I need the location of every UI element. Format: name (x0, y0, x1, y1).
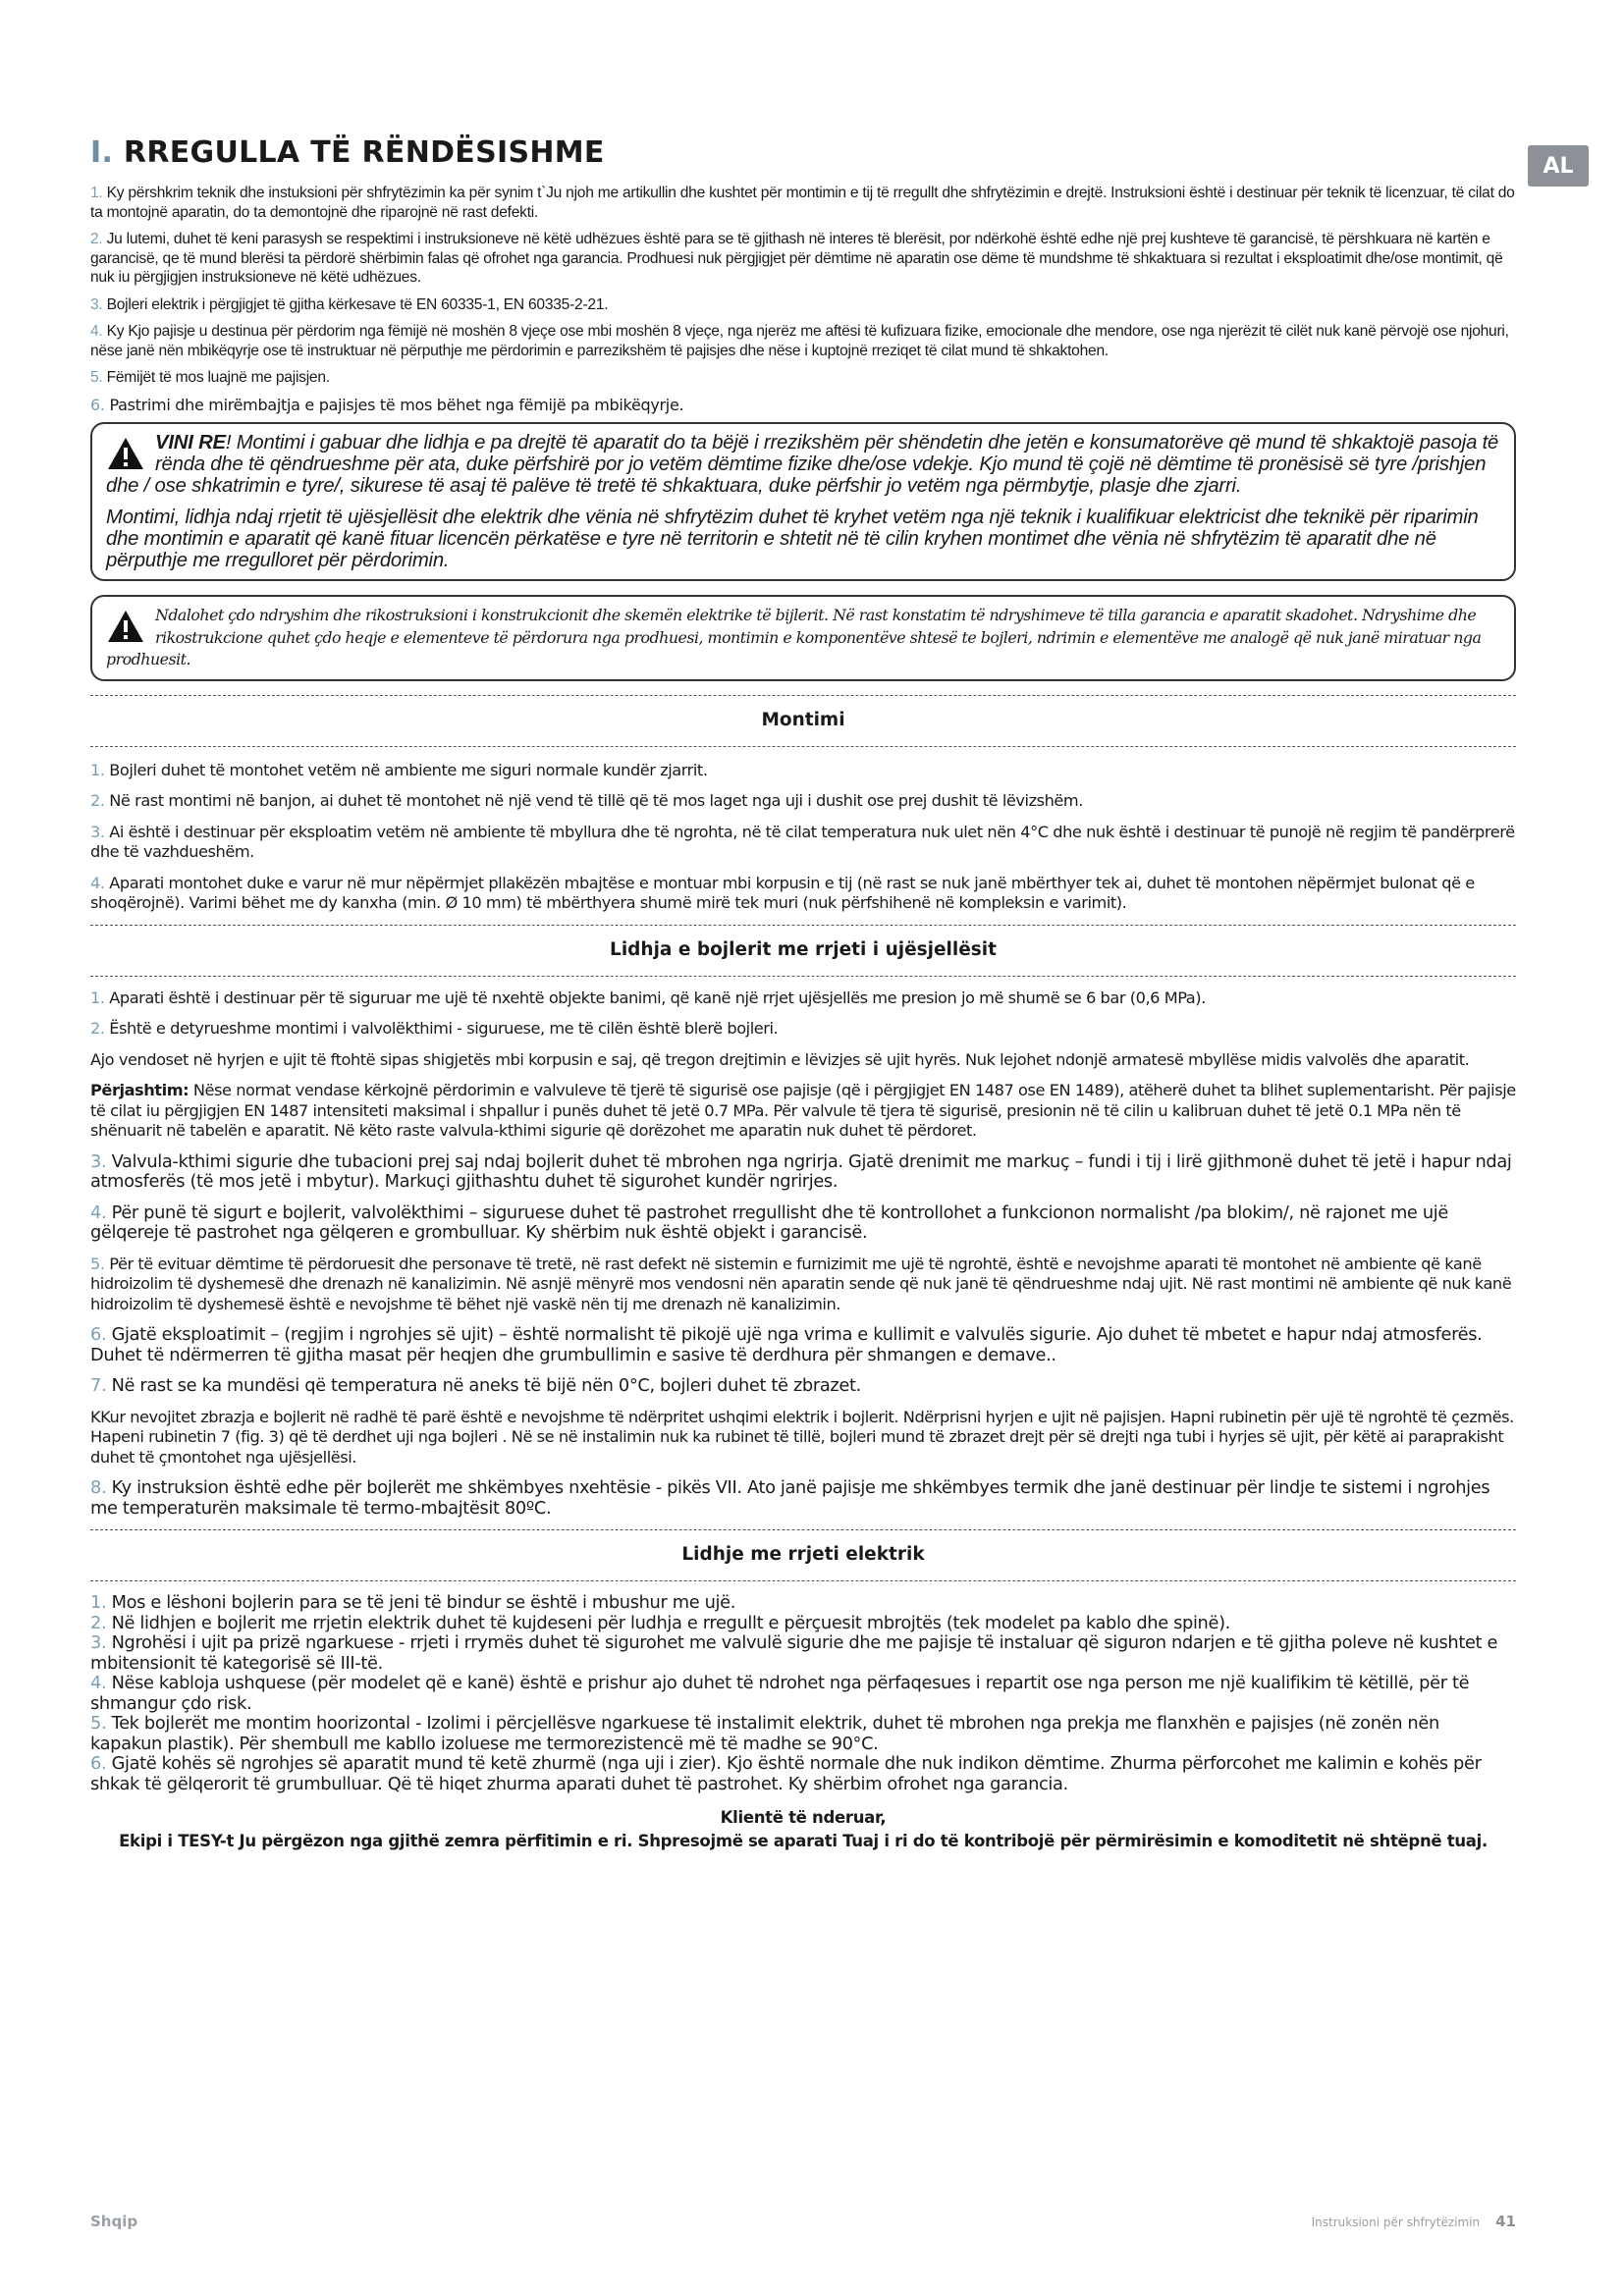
section-number: I. (90, 135, 114, 170)
list-item: Përjashtim: Nëse normat vendase kërkojnë përdorimin e valvuleve të tjerë të sigurisë ose pajisje (që i përgjigjet EN 1487 ose EN 1489), atëherë duhet ta blihet suplementarisht. Për pajisje të cilat iu përgjigjen EN 1487 intensiteti maksimal i shpallur i punës duhet të jetë 0.7 MPa. Për valvule të tjera të sigurisë, presionin në të cilin u kalibruan duhet të jetë 0.1 MPa nën të shënuarit në tabelën e aparatit. Në këto raste valvula-kthimi sigurie që dorëzohet me aparatin nuk duhet të përdoret. (90, 1081, 1516, 1140)
warning-box-installation (90, 422, 1516, 581)
section-title: RREGULLA TË RËNDËSISHME (123, 135, 605, 170)
footer-right (1312, 2213, 1516, 2230)
list-item: 3. Valvula-kthimi sigurie dhe tubacioni prej saj ndaj bojlerit duhet të mbrohen nga ngrirja. Gjatë drenimit me markuç – fundi i tij i lirë gjithmonë duhet të jetë i hapur ndaj atmosferës (të mos jetë i mbytur). Markuçi gjithashtu duhet të sigurohet kundër ngrirjes. (90, 1150, 1512, 1192)
section-heading-ujesjelles: Lidhja e bojlerit me rrjeti i ujësjellësit (610, 938, 997, 960)
list-item: 7. Në rast se ka mundësi që temperatura në aneks të bijë nën 0°C, bojleri duhet të zbrazet. (90, 1375, 861, 1396)
list-item: Ajo vendoset në hyrjen e ujit të ftohtë sipas shigjetës mbi korpusin e saj, që tregon drejtimin e lëvizjes së ujit hyrës. Nuk lejohet ndonjë armatesë mbyllëse midis valvolës dhe aparatit. (90, 1049, 1470, 1069)
list-item: KKur nevojitet zbrazja e bojlerit në radhë të parë është e nevojshme të ndërpritet ushqimi elektrik i bojlerit. Ndërprisni hyrjen e ujit në pajisjen. Hapni rubinetin për ujë të ngrohtë të çezmës. Hapeni rubinetin 7 (fig. 3) që të derdhet uji nga bojleri . Në se në instalimin nuk ka rubinet të tillë, bojleri mund të zbrazet drejt për së drejti nga tubi i hyrjes së ujit, për këtë ai paraprakisht duhet të çmontohet nga ujësjellësi. (90, 1407, 1514, 1467)
footer-language: Shqip (90, 2213, 138, 2230)
elektrik-list (90, 1593, 1516, 1794)
warning-triangle-icon (106, 609, 145, 644)
warning-box-modifications (90, 595, 1516, 681)
ujesjelles-list (90, 988, 1516, 1520)
page-title (90, 135, 1516, 170)
closing-text: Ekipi i TESY-t Ju përgëzon nga gjithë zemra përfitimin e ri. Shpresojmë se aparati Tuaj i ri do të kontribojë për përmirësimin e komoditetit në shtëpnë tuaj. (119, 1832, 1488, 1850)
divider (90, 1580, 1516, 1581)
list-item: 1. Aparati është i destinuar për të siguruar me ujë të nxehtë objekte banimi, që kanë një rrjet ujësjellës me presion jo më shumë se 6 bar (0,6 MPa). (90, 988, 1206, 1007)
list-item: 4. Nëse kabloja ushquese (për modelet që e kanë) është e prishur ajo duhet të ndrohet nga përfaqesues i repartit ose nga person me një kualifikim të këtillë, për të shmangur çdo risk. (90, 1673, 1470, 1714)
closing-greeting: Klientë të nderuar, (720, 1808, 887, 1827)
rule-item: 6. Pastrimi dhe mirëmbajtja e pajisjes të mos bëhet nga fëmijë pa mbikëqyrje. (90, 395, 684, 414)
warning-text: VINI RE! Montimi i gabuar dhe lidhja e pa drejtë të aparatit do ta bëjë i rrezikshëm për shëndetin dhe jetën e konsumatorëve që mund të shkaktojë pasoja të rënda dhe të qëndrueshme për ata, duke përfshirë por jo vetëm dëmtime fizike dhe/ose vdekje. Kjo mund të çojë në dëmtime të pronësisë së tyre /prishjen dhe / ose shkatrimin e tyre/, sikurese të asaj të palëve të tretë të shkaktuara, duke përfshir jo vetëm nga përmbytje, plasje dhe zjarri. (106, 432, 1499, 497)
montimi-list (90, 761, 1516, 914)
list-item: 1. Bojleri duhet të montohet vetëm në ambiente me siguri normale kundër zjarrit. (90, 760, 708, 779)
list-item: 2. Në rast montimi në banjon, ai duhet të montohet në një vend të tillë që të mos laget nga uji i dushit ose prej dushit të lëvizshëm. (90, 791, 1083, 810)
intro-rules (90, 184, 1516, 414)
list-item: 3. Ngrohësi i ujit pa prizë ngarkuese - rrjeti i rrymës duhet të sigurohet me valvulë sigurie dhe me pajisje të instaluar që siguron ndarjen e të gjitha poleve në kushtet e mbitensionit të kategorisë së III-të. (90, 1632, 1498, 1674)
list-item: 2. Është e detyrueshme montimi i valvolëkthimi - siguruese, me të cilën është blerë bojleri. (90, 1019, 779, 1038)
section-heading-montimi: Montimi (761, 709, 845, 730)
list-item: 1. Mos e lëshoni bojlerin para se të jeni të bindur se është i mbushur me ujë. (90, 1592, 735, 1613)
language-badge: AL (1528, 145, 1589, 187)
section-heading-elektrik: Lidhje me rrjeti elektrik (681, 1544, 925, 1565)
closing-message (90, 1806, 1516, 1853)
list-item: 2. Në lidhjen e bojlerit me rrjetin elektrik duhet të kujdeseni për ludhja e rregullt e përçuesit mbrojtës (tek modelet pa kablo dhe spinë). (90, 1612, 1230, 1633)
rule-item: 5. Fëmijët të mos luajnë me pajisjen. (90, 369, 330, 386)
rule-item: 4. Ky Kjo pajisje u destinua për përdorim nga fëmijë në moshën 8 vjeçe ose mbi moshën 8 vjeçe, nga njerëz me aftësi të kufizuara fizike, emocionale dhe mendore, ose nga njerëzit të cilët nuk kanë përvojë ose njohuri, nëse janë nën mbikëqyrje ose të instruktuar në përputhje me përdorimin e parrezikshëm të pajisjes dhe nëse i kuptojnë rreziqet të cilat mund të shkaktohen. (90, 323, 1509, 359)
warning-triangle-icon (106, 436, 145, 471)
divider (90, 746, 1516, 747)
rule-item: 2. Ju lutemi, duhet të keni parasysh se respektimi i instruksioneve në këtë udhëzues është para se të gjithash në interes të blerësit, por ndërkohë është edhe një prej kushteve të garancisë, të përshkuara në kartën e garancisë, qe të mund blerësi ta përdorë shërbimin falas që ofrohet nga garancia. Prodhuesi nuk përgjigjet për dëmtime në aparatin ose dëme të mundshme të shkaktuara si rezultat i eksploatimit dhe/ose montimit, që nuk iu përgjigjen instruksioneve në këtë udhëzues. (90, 231, 1503, 286)
list-item: 8. Ky instruksion është edhe për bojlerët me shkëmbyes nxehtësie - pikës VII. Ato janë pajisje me shkëmbyes termik dhe janë destinuar për lindje te sistemi i ngrohjes me temperaturën maksimale të termo-mbajtësit 80ºC. (90, 1477, 1490, 1519)
list-item: 5. Për të evituar dëmtime të përdoruesit dhe personave të tretë, në rast defekt në sistemin e furnizimit me ujë të ngrohtë, është e nevojshme aparati të montohet në ambiente që kanë hidroizolim të dyshemesë dhe drenazh në kanalizimin. Në asnjë mënyrë mos vendosni nën aparatin sende që nuk janë të qëndrueshme ndaj ujit. Në rast montimi në ambiente që nuk kanë hidroizolim të dyshemesë është e nevojshme të bëhet një vaskë nën tij me drenazh në kanalizimin. (90, 1254, 1512, 1313)
list-item: 5. Tek bojlerët me montim hoorizontal - Izolimi i përcjellësve ngarkuese të instalimit elektrik, duhet të mbrohen nga prekja me flanxhën e pajisjes (në zonën nën kapakun plastik). Për shembull me kabllo izoluese me termorezistencë më të madhe se 90°C. (90, 1713, 1439, 1754)
list-item: 4. Për punë të sigurt e bojlerit, valvolëkthimi – siguruese duhet të pastrohet rregullisht dhe të kontrollohet a funkcionon normalisht /pa blokim/, në rajonet me ujë gëlqereje të pastrohet nga gëlqeren e grombulluar. Ky shërbim nuk është objekt i garancisë. (90, 1201, 1448, 1243)
warning-text: Ndalohet çdo ndryshim dhe rikostruksioni i konstrukcionit dhe skemën elektrike të bijlerit. Në rast konstatim të ndryshimeve të tilla garancia e aparatit skadohet. Ndryshime dhe rikostrukcione quhet çdo heqje e elementeve të përdorura nga prodhuesi, montimin e komponentëve shtesë te bojleri, ndrimin e elementëve me analogë që nuk janë miratuar nga prodhuesit. (106, 606, 1482, 668)
list-item: 6. Gjatë kohës së ngrohjes së aparatit mund të ketë zhurmë (nga uji i zier). Kjo është normale dhe nuk indikon dëmtime. Zhurma përforcohet me kalimin e kohës për shkak të gëlqerorit të grumbulluar. Që të hiqet zhurma aparati duhet të pastrohet. Ky shërbim ofrohet nga garancia. (90, 1753, 1482, 1794)
warning-text: Montimi, lidhja ndaj rrjetit të ujësjellësit dhe elektrik dhe vënia në shfrytëzim duhet të kryhet vetëm nga një teknik i kualifikuar elektricist dhe teknikë për riparimin dhe montimin e aparatit që kanë fituar licencën përkatëse e tyre në territorin e shtetit në të cilin kryhen montimet dhe vënia në shfrytëzim të aparatit dhe në përputhje me rregulloret për përdorimin. (106, 507, 1479, 571)
page-number: 41 (1495, 2213, 1516, 2230)
list-item: 3. Ai është i destinuar për eksploatim vetëm në ambiente të mbyllura dhe të ngrohta, në të cilat temperatura nuk ulet nën 4°C dhe nuk është i destinuar të punojë në regjim të pandërprerë dhe të vazhdueshëm. (90, 822, 1515, 861)
page-content (90, 135, 1516, 1853)
list-item: 4. Aparati montohet duke e varur në mur nëpërmjet pllakëzën mbajtëse e montuar mbi korpusin e tij (në rast se nuk janë mbërthyer tek ai, duhet të montohen nëpërmjet bulonat që e shoqërojnë). Varimi bëhet me dy kanxha (min. Ø 10 mm) të mbërthyera shumë mirë tek muri (nuk përfshihenë në kompleksin e varimit). (90, 873, 1475, 912)
rule-item: 3. Bojleri elektrik i përgjigjet të gjitha kërkesave të EN 60335-1, EN 60335-2-21. (90, 295, 609, 313)
footer-doc-title: Instruksioni për shfrytëzimin (1311, 2216, 1481, 2229)
list-item: 6. Gjatë eksploatimit – (regjim i ngrohjes së ujit) – është normalisht të pikojë ujë nga vrima e kullimit e valvulës sigurie. Ajo duhet të mbetet e hapur ndaj atmosferës. Duhet të ndërmerren të gjitha masat për heqjen dhe grumbullimin e sasive të derdhura për shmangen e demave.. (90, 1324, 1483, 1365)
divider (90, 976, 1516, 977)
rule-item: 1. Ky përshkrim teknik dhe instuksioni për shfrytëzimin ka për synim t`Ju njoh me artikullin dhe kushtet për montimin e tij të rregullt dhe shfrytëzimin e drejtë. Instruksioni është i destinuar për teknik të licenzuar, të cilat do ta montojnë aparatin, do ta demontojnë dhe riparojnë në rast defekti. (90, 185, 1515, 221)
